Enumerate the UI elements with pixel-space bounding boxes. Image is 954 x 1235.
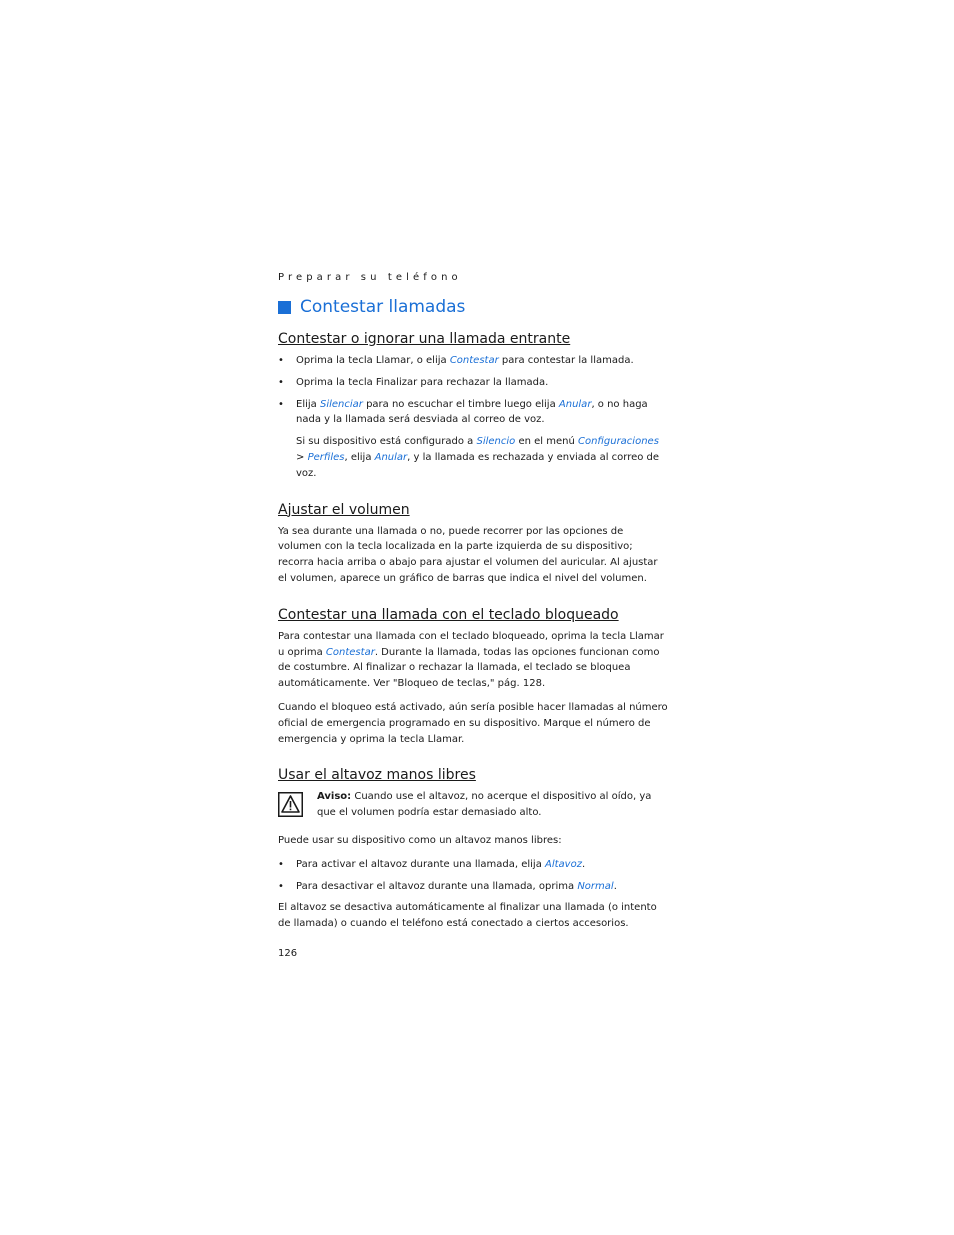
menu-option-anular[interactable]: Anular [558, 398, 592, 410]
paragraph: Cuando el bloqueo está activado, aún sería posible hacer llamadas al número oficial de emergencia programado en su dispositivo. Marque el número de emergencia y oprima la tecla Llamar. [278, 701, 668, 745]
menu-option-perfiles[interactable]: Perfiles [307, 451, 345, 463]
page-content [278, 272, 668, 940]
menu-option-silenciar[interactable]: Silenciar [319, 398, 363, 410]
menu-option-altavoz[interactable]: Altavoz [545, 858, 582, 870]
menu-option-anular[interactable]: Anular [374, 451, 408, 463]
bullet-glyph: • [278, 398, 284, 410]
section-teclado-bloqueado [278, 607, 668, 748]
indented-note: Si su dispositivo está configurado a Silencio en el menú Configuraciones > Perfiles, elija Anular, y la llamada es rechazada y enviada al correo de voz. [296, 436, 660, 479]
menu-option-configuraciones[interactable]: Configuraciones [577, 436, 659, 448]
list-item: • Oprima la tecla Llamar, o elija Contestar para contestar la llamada. [278, 353, 668, 369]
list-item: • Para activar el altavoz durante una llamada, elija Altavoz. [278, 857, 668, 873]
menu-option-contestar[interactable]: Contestar [325, 646, 375, 658]
page-number: 126 [278, 948, 298, 959]
warning-text: Aviso: Cuando use el altavoz, no acerque el dispositivo al oído, ya que el volumen podría estar demasiado alto. [317, 791, 652, 819]
section-title: Ajustar el volumen [278, 501, 410, 518]
bullet-glyph: • [278, 858, 284, 870]
chapter-marker-square [278, 301, 291, 314]
section-title: Contestar una llamada con el teclado bloqueado [278, 606, 619, 623]
bullet-list [278, 353, 668, 428]
section-title: Contestar o ignorar una llamada entrante [278, 331, 571, 347]
warning-triangle-icon [278, 792, 303, 817]
paragraph: Puede usar su dispositivo como un altavoz manos libres: [278, 834, 562, 846]
warning-label: Aviso: [317, 791, 352, 803]
section-title: Usar el altavoz manos libres [278, 767, 476, 784]
list-item: • Para desactivar el altavoz durante una llamada, oprima Normal. [278, 879, 668, 895]
chapter-heading [278, 297, 668, 317]
section-altavoz [278, 767, 668, 932]
paragraph: Ya sea durante una llamada o no, puede recorrer por las opciones de volumen con la tecla localizada en la parte izquierda de su dispositivo; recorra hacia arriba o abajo para ajustar el volumen del auricular. Al ajustar el volumen, aparece un gráfico de barras que indica el nivel del volumen. [278, 525, 658, 584]
section-contestar-ignorar [278, 331, 668, 482]
menu-option-silencio[interactable]: Silencio [476, 436, 516, 448]
bullet-glyph: • [278, 376, 284, 388]
menu-option-contestar[interactable]: Contestar [449, 355, 499, 366]
section-ajustar-volumen [278, 502, 668, 587]
bullet-glyph: • [278, 880, 284, 892]
paragraph: Para contestar una llamada con el teclado bloqueado, oprima la tecla Llamar u oprima Contestar. Durante la llamada, todas las opciones funcionan como de costumbre. Al finalizar o rechazar la llamada, el teclado se bloquea automáticamente. Ver "Bloqueo de teclas," pág. 128. [278, 630, 664, 690]
list-item: • Oprima la tecla Finalizar para rechazar la llamada. [278, 375, 668, 391]
chapter-title: Contestar llamadas [300, 297, 466, 317]
running-head: Preparar su teléfono [278, 272, 462, 283]
menu-option-normal[interactable]: Normal [577, 880, 614, 892]
bullet-glyph: • [278, 355, 284, 366]
bullet-list [278, 857, 668, 895]
warning-note [278, 789, 668, 821]
list-item: • Elija Silenciar para no escuchar el timbre luego elija Anular, o no haga nada y la llamada será desviada al correo de voz. [278, 398, 648, 426]
paragraph: El altavoz se desactiva automáticamente al finalizar una llamada (o intento de llamada) o cuando el teléfono está conectado a ciertos accesorios. [278, 902, 657, 930]
